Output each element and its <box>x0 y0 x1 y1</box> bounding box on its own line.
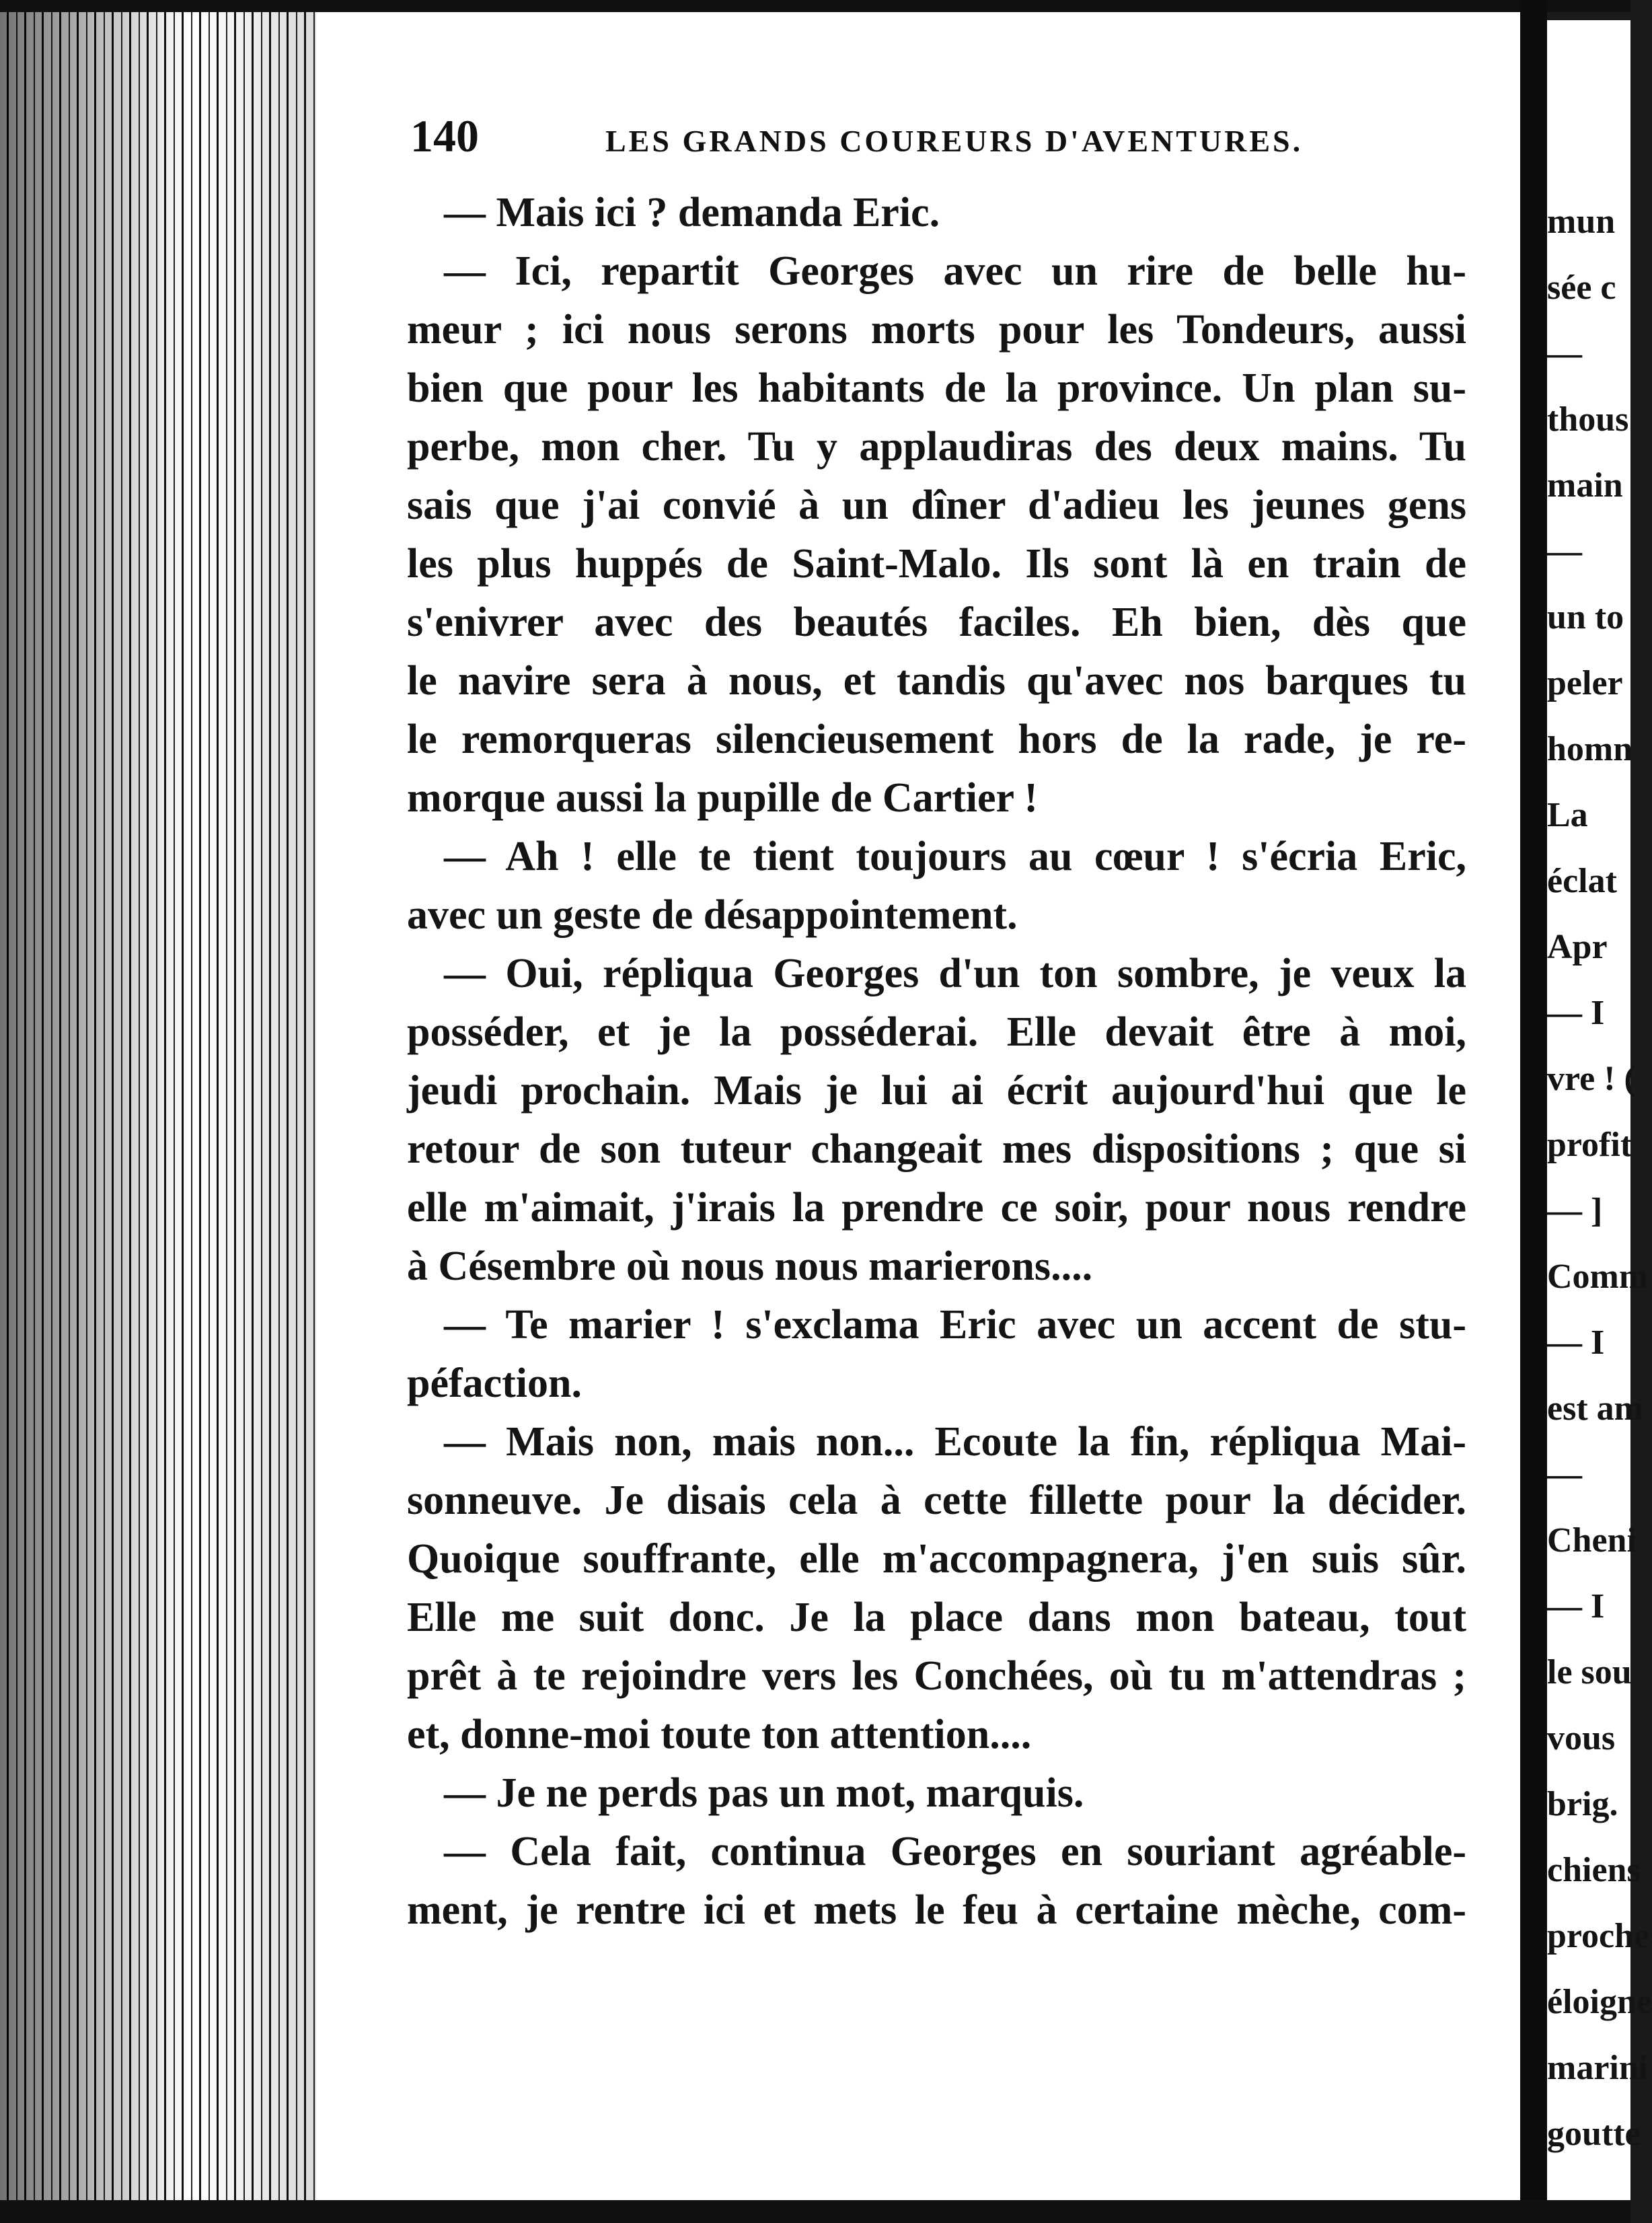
text-line: le remorqueras silencieusement hors de la rade, je re- <box>407 717 1466 762</box>
page-header <box>410 110 1419 177</box>
text-line: elle m'aimait, j'irais la prendre ce soir, pour nous rendre <box>407 1185 1466 1231</box>
right-page-line: sée c <box>1547 268 1616 307</box>
text-line: perbe, mon cher. Tu y applaudiras des deux mains. Tu <box>407 424 1466 470</box>
text-line: sonneuve. Je disais cela à cette fillette pour la décider. <box>407 1478 1466 1523</box>
right-page-line: goutte <box>1547 2115 1641 2153</box>
text-line: — Ici, repartit Georges avec un rire de belle hu- <box>444 248 1466 294</box>
running-title: LES GRANDS COUREURS D'AVENTURES. <box>605 124 1304 158</box>
top-border <box>0 0 1630 12</box>
text-line: meur ; ici nous serons morts pour les Tondeurs, aussi <box>407 307 1466 353</box>
text-line: — Mais non, mais non... Ecoute la fin, répliqua Mai- <box>444 1419 1466 1465</box>
right-page-line: homn <box>1547 730 1633 768</box>
right-page-line: vre ! ( <box>1547 1060 1636 1098</box>
text-line: — Ah ! elle te tient toujours au cœur ! s'écria Eric, <box>444 834 1466 879</box>
book-gutter <box>1520 0 1547 2223</box>
text-line: avec un geste de désappointement. <box>407 892 1018 938</box>
text-line: — Je ne perds pas un mot, marquis. <box>444 1770 1084 1816</box>
text-line: — Oui, répliqua Georges d'un ton sombre, je veux la <box>444 951 1466 996</box>
right-page-line: profit <box>1547 1126 1632 1164</box>
right-page-fragment <box>1547 20 1652 2200</box>
right-page-line: éloigne <box>1547 1983 1652 2021</box>
right-page-line: chiens <box>1547 1851 1641 1889</box>
right-page-line: — <box>1547 532 1582 571</box>
text-line: jeudi prochain. Mais je lui ai écrit aujourd'hui que le <box>407 1068 1466 1114</box>
text-line: à Césembre où nous nous marierons.... <box>407 1243 1093 1289</box>
right-page-line: brig. <box>1547 1785 1618 1823</box>
right-page-line: proche <box>1547 1917 1650 1955</box>
right-page-line: — I <box>1547 1587 1605 1626</box>
text-line: les plus huppés de Saint-Malo. Ils sont là en train de <box>407 541 1466 587</box>
right-page-line: — <box>1547 334 1582 373</box>
right-page-line: — ] <box>1547 1192 1603 1230</box>
right-page-line: mun <box>1547 203 1616 241</box>
text-line: — Te marier ! s'exclama Eric avec un accent de stu- <box>444 1302 1466 1348</box>
right-page-line: le sou <box>1547 1653 1632 1691</box>
right-page-line: — <box>1547 1455 1582 1494</box>
page-number: 140 <box>410 110 479 161</box>
text-line: le navire sera à nous, et tandis qu'avec nos barques tu <box>407 658 1466 704</box>
text-line: — Mais ici ? demanda Eric. <box>444 190 940 235</box>
text-line: retour de son tuteur changeait mes dispositions ; que si <box>407 1126 1466 1172</box>
text-line: prêt à te rejoindre vers les Conchées, où tu m'attendras ; <box>407 1653 1466 1699</box>
text-line: bien que pour les habitants de la province. Un plan su- <box>407 365 1466 411</box>
right-page-line: Comm <box>1547 1258 1649 1296</box>
right-page-line: marini <box>1547 2049 1649 2087</box>
text-line: Elle me suit donc. Je la place dans mon bateau, tout <box>407 1595 1466 1640</box>
right-page-line: thous <box>1547 400 1629 439</box>
page-edges-shadow <box>0 0 316 2223</box>
text-line: — Cela fait, continua Georges en souriant agréable- <box>444 1829 1466 1874</box>
right-page-line: Cheni <box>1547 1521 1637 1560</box>
right-page-line: Apr <box>1547 928 1608 966</box>
text-line: morque aussi la pupille de Cartier ! <box>407 775 1039 821</box>
right-page-line: main <box>1547 466 1623 505</box>
right-page-line: est am <box>1547 1389 1643 1428</box>
right-page-line: vous <box>1547 1719 1616 1757</box>
right-page-line: La <box>1547 796 1588 834</box>
text-line: posséder, et je la posséderai. Elle devait être à moi, <box>407 1009 1466 1055</box>
right-page-line: un to <box>1547 598 1624 636</box>
right-page-line: peler <box>1547 664 1623 702</box>
right-page-line: — I <box>1547 1323 1605 1362</box>
right-page-line: éclat <box>1547 862 1617 900</box>
left-page <box>316 12 1520 2200</box>
text-line: sais que j'ai convié à un dîner d'adieu les jeunes gens <box>407 482 1466 528</box>
text-line: s'enivrer avec des beautés faciles. Eh bien, dès que <box>407 599 1466 645</box>
text-line: ment, je rentre ici et mets le feu à certaine mèche, com- <box>407 1887 1466 1933</box>
body-text <box>407 184 1466 1940</box>
text-line: et, donne-moi toute ton attention.... <box>407 1712 1032 1757</box>
text-line: Quoique souffrante, elle m'accompagnera, j'en suis sûr. <box>407 1536 1466 1582</box>
bottom-border <box>0 2200 1630 2223</box>
text-line: péfaction. <box>407 1360 583 1406</box>
right-page-line: — I <box>1547 994 1605 1032</box>
